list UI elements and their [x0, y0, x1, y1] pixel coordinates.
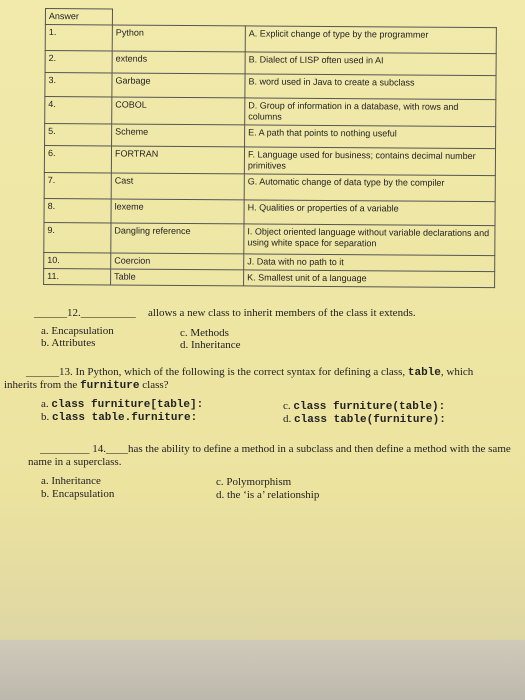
matching-definition: D. Group of information in a database, with rows and columns [245, 98, 496, 127]
q13-option-c [283, 400, 445, 413]
matching-term: Garbage [112, 73, 245, 98]
q14-stem-line1: _________ 14.____has the ability to define a method in a subclass and then define a method with the same [40, 443, 511, 455]
answer-blank: 1. [45, 25, 112, 51]
q13-option-c-label: c. [283, 400, 291, 412]
q13-option-a-code: class furniture[table]: [51, 399, 204, 411]
matching-term: Python [112, 25, 245, 52]
q14-stem-line2: name in a superclass. [28, 456, 122, 468]
q12-option-a: a. Encapsulation [41, 325, 114, 337]
matching-term: Coercion [111, 253, 244, 270]
matching-definition: K. Smallest unit of a language [244, 270, 495, 288]
q14-option-c: c. Polymorphism [216, 476, 292, 488]
matching-definition: A. Explicit change of type by the programmer [245, 26, 496, 54]
q14-option-d: d. the ‘is a’ relationship [216, 489, 320, 501]
answer-blank: 2. [45, 51, 112, 73]
q13-code-table: table [407, 367, 441, 379]
matching-row [45, 97, 496, 127]
q13-option-b-code: class table.furniture: [52, 412, 198, 424]
q13-option-d-label: d. [283, 413, 292, 425]
answer-blank: 5. [45, 124, 112, 146]
q13-option-d-code: class table(furniture): [294, 414, 446, 426]
q13-option-b-label: b. [41, 411, 50, 423]
q12-text: allows a new class to inherit members of the class it extends. [148, 307, 416, 319]
q12-option-c: c. Methods [180, 327, 229, 339]
matching-term: Dangling reference [111, 223, 244, 254]
q13-stem-end: class? [142, 379, 169, 391]
q13-stem-line2 [4, 379, 169, 392]
q14-option-b: b. Encapsulation [41, 488, 115, 500]
q13-option-b [41, 411, 197, 424]
background-surface [0, 640, 525, 700]
matching-definition: I. Object oriented language without variable declarations and using white space for separation [244, 224, 495, 256]
q13-option-c-code: class furniture(table): [293, 401, 446, 413]
matching-definition: G. Automatic change of data type by the compiler [244, 174, 495, 202]
q12-option-b: b. Attributes [41, 337, 96, 349]
matching-row [45, 51, 496, 76]
matching-term: FORTRAN [111, 146, 244, 174]
answer-blank: 6. [44, 146, 111, 173]
answer-blank: 9. [44, 222, 111, 252]
matching-table [43, 8, 497, 288]
q13-stem-text2: inherits from the [4, 379, 78, 391]
header-spacer [245, 10, 496, 28]
answer-blank: 11. [44, 268, 111, 284]
matching-row [45, 25, 496, 54]
matching-row [44, 146, 495, 176]
matching-row [44, 198, 495, 225]
answer-blank: 10. [44, 252, 111, 268]
q12-option-d: d. Inheritance [180, 339, 241, 351]
matching-definition: E. A path that points to nothing useful [245, 125, 496, 149]
matching-term: Cast [111, 173, 244, 200]
matching-term: extends [112, 51, 245, 74]
matching-row [44, 268, 495, 287]
header-spacer [112, 9, 245, 26]
q13-stem-text: ______13. In Python, which of the following is the correct syntax for defining a class, [26, 366, 406, 378]
matching-term: Scheme [112, 124, 245, 147]
q13-option-a [41, 398, 203, 411]
answer-blank: 8. [44, 198, 111, 222]
q13-option-a-label: a. [41, 398, 49, 410]
matching-row [45, 124, 496, 149]
matching-row [44, 222, 495, 255]
answer-header: Answer [45, 9, 112, 25]
q13-stem-line1 [26, 366, 473, 379]
q13-stem-mid: , which [440, 366, 474, 378]
matching-term: COBOL [112, 97, 245, 125]
matching-definition: H. Qualities or properties of a variable [244, 200, 495, 226]
q13-code-furniture: furniture [80, 380, 140, 392]
matching-definition: B. word used in Java to create a subclass [245, 74, 496, 100]
matching-term: lexeme [111, 199, 244, 224]
answer-blank: 3. [45, 73, 112, 97]
matching-row [44, 172, 495, 201]
q12-prefix: ______12.__________ [34, 307, 136, 319]
matching-term: Table [111, 269, 244, 286]
answer-blank: 4. [45, 97, 112, 124]
q13-option-d [283, 413, 446, 426]
matching-definition: B. Dialect of LISP often used in AI [245, 52, 496, 76]
matching-definition: F. Language used for business; contains decimal number primitives [244, 147, 495, 176]
matching-definition: J. Data with no path to it [244, 254, 495, 272]
answer-blank: 7. [44, 172, 111, 198]
q14-option-a: a. Inheritance [41, 475, 101, 487]
matching-row [45, 73, 496, 100]
